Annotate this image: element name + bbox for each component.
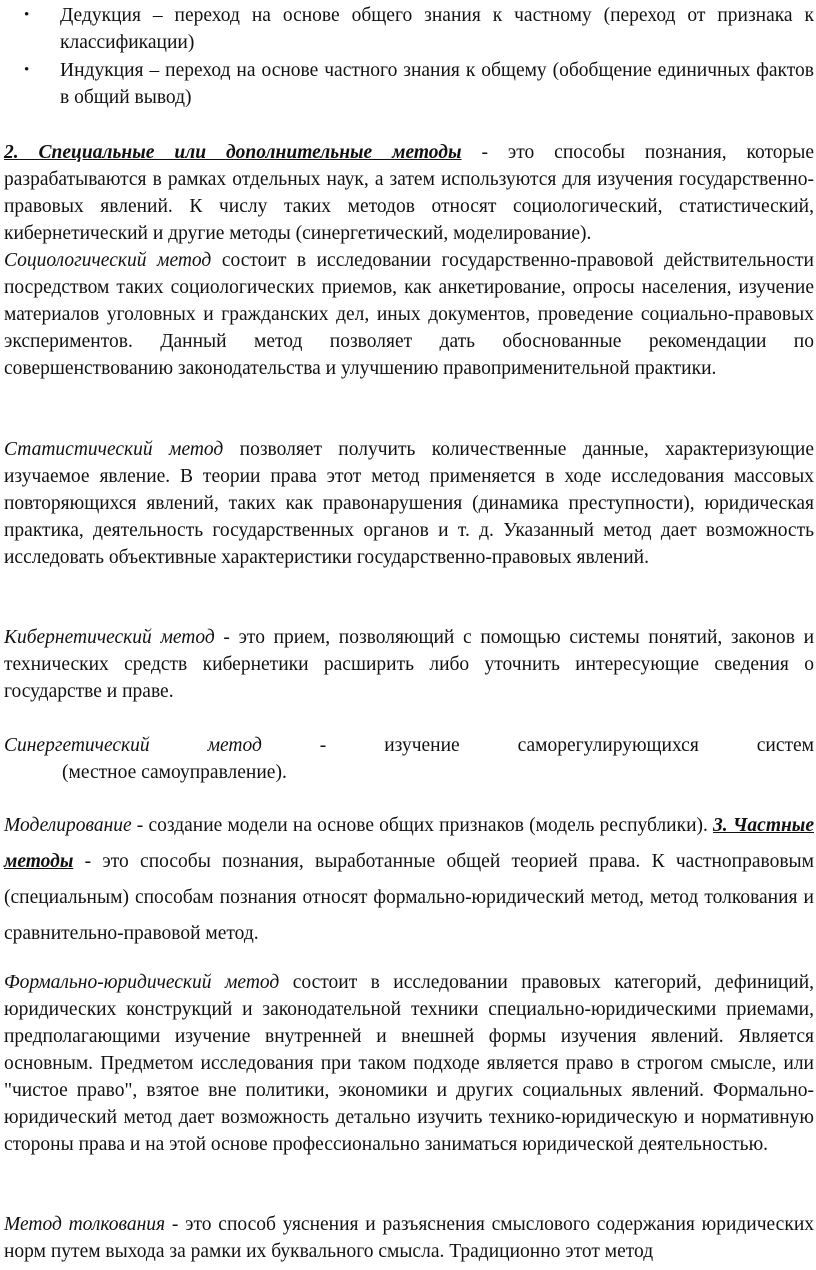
paragraph-text: позволяет получить количественные данные, характеризующие изучаемое явление. В теории права этот метод применяется в ходе исследования массовых повторяющихся явлений, таких как правонарушения (динамика преступности), юридическая практика, деятельность государственных органов и т. д. Указанный метод дает возможность исследовать объективные характеристики государственно-правовых явлений.	[4, 439, 814, 568]
paragraph-interpretation	[4, 1211, 814, 1265]
paragraph-statistical	[4, 436, 814, 571]
paragraph-text: состоит в исследовании правовых категорий, дефиниций, юридических конструкций и законодательной техники специально-юридическими приемами, предполагающими изучение внутренней и внешней формы изучения явлений. Является основным. Предметом исследования при таком подходе является право в строгом смысле, или "чистое право", взятое вне политики, экономики и других социальных явлений. Формально-юридический метод дает возможность детально изучить технико-юридическую и нормативную стороны права и на этой основе профессионально заниматься юридической деятельностью.	[4, 972, 814, 1155]
term-formal-legal: Формально-юридический метод	[4, 972, 280, 993]
term-sociological: Социологический метод	[4, 250, 212, 271]
bullet-induction	[24, 57, 814, 111]
section-heading-2: 2. Специальные или дополнительные методы	[4, 142, 462, 163]
bullet-text: Индукция – переход на основе частного знания к общему (обобщение единичных фактов в общий вывод)	[60, 60, 814, 108]
paragraph-text: - это способы познания, которые разрабатываются в рамках отдельных наук, а затем используются для изучения государственно-правовых явлений. К числу таких методов относят социологический, статистический, кибернетический и другие методы (синергетический, моделирование).	[4, 142, 814, 244]
paragraph-text: - это прием, позволяющий с помощью системы понятий, законов и технических средств кибернетики расширить либо уточнить интересующие сведения о государстве и праве.	[4, 627, 815, 702]
paragraph-modeling	[4, 808, 814, 952]
paragraph-text: состоит в исследовании государственно-правовой действительности посредством таких социологических приемов, как анкетирование, опросы населения, изучение материалов уголовных и гражданских дел, иных документов, проведение социально-правовых экспериментов. Данный метод позволяет дать обоснованные рекомендации по совершенствованию законодательства и улучшению правоприменительной практики.	[4, 250, 814, 379]
section-heading-3: 3. Частные методы	[4, 815, 814, 872]
paragraph-formal-legal	[4, 969, 814, 1158]
term-statistical: Статистический метод	[4, 439, 224, 460]
term-cybernetic: Кибернетический метод	[4, 627, 215, 648]
term-modeling: Моделирование	[4, 815, 132, 836]
paragraph-text: - это способ уяснения и разъяснения смыслового содержания юридических норм путем выхода за рамки их буквального смысла. Традиционно этот метод	[4, 1214, 815, 1262]
paragraph-text: (местное самоуправление).	[62, 762, 287, 783]
paragraph-sociological	[4, 247, 814, 382]
paragraph-text: - изучение саморегулирующихся систем	[261, 735, 814, 756]
paragraph-synergetic	[4, 732, 814, 759]
paragraph-text: - создание модели на основе общих признаков (модель республики).	[131, 815, 714, 836]
paragraph-text: - это способы познания, выработанные общей теорией права. К частноправовым (специальным) способам познания относят формально-юридический метод, метод толкования и сравнительно-правовой метод.	[4, 851, 814, 944]
bullet-dot-icon: •	[24, 7, 30, 23]
bullet-deduction	[24, 2, 814, 56]
paragraph-synergetic-cont	[4, 759, 814, 786]
bullet-dot-icon: •	[24, 62, 30, 78]
paragraph-cybernetic	[4, 624, 814, 705]
bullet-text: Дедукция – переход на основе общего знания к частному (переход от признака к классификации)	[60, 5, 814, 53]
term-interpretation: Метод толкования	[4, 1214, 166, 1235]
term-synergetic: Синергетический метод	[4, 735, 262, 756]
paragraph-special-methods	[4, 139, 814, 247]
